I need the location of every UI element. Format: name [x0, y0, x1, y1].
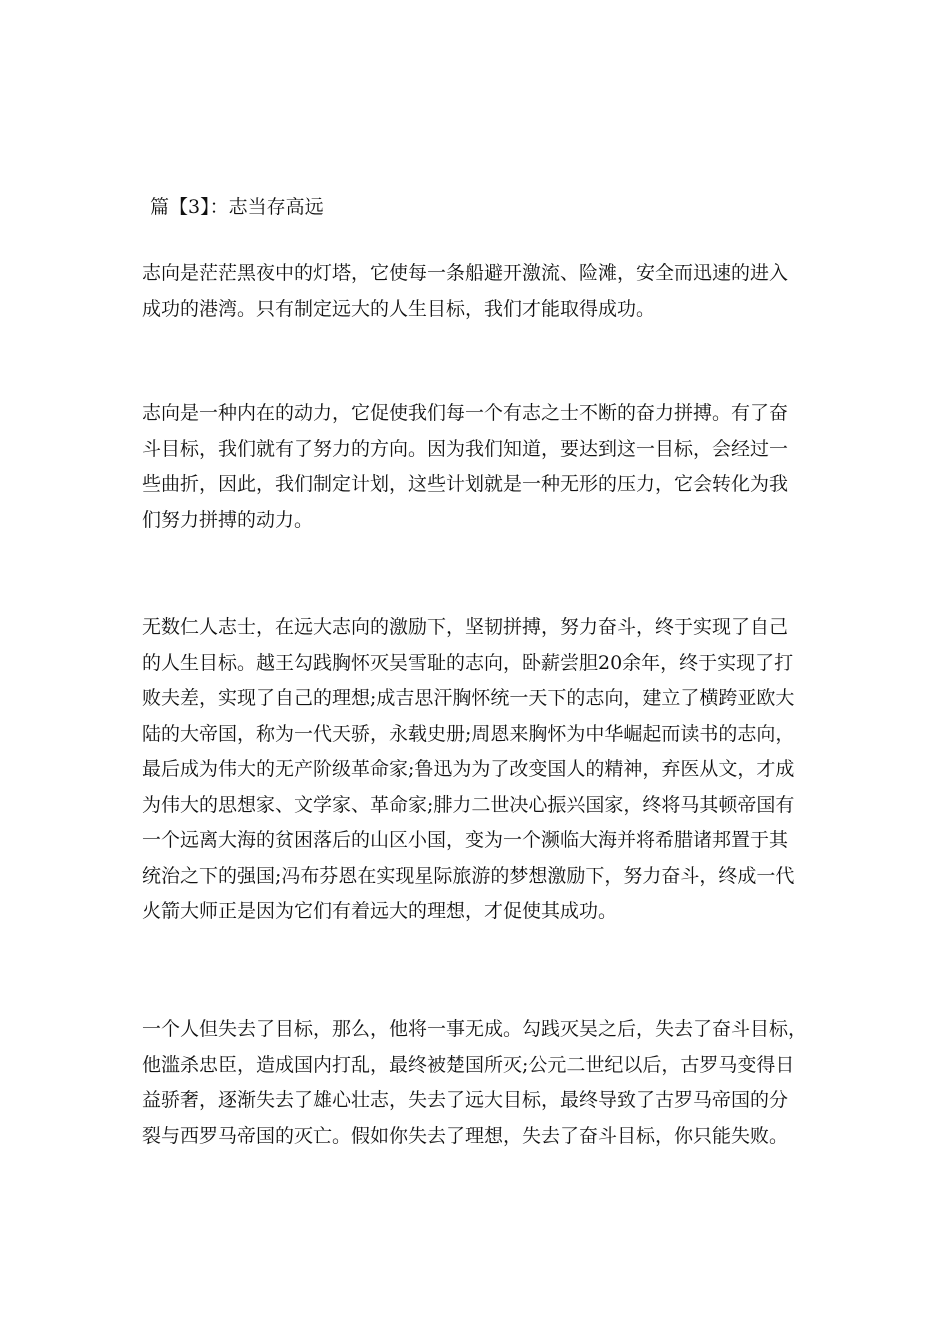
paragraph-4 [142, 1012, 812, 1154]
paragraph-line: 志向是茫茫黑夜中的灯塔，它使每一条船避开激流、险滩，安全而迅速的进入 [142, 262, 789, 284]
paragraph-line: 斗目标，我们就有了努力的方向。因为我们知道，要达到这一目标，会经过一 [142, 437, 789, 460]
paragraph-line: 无数仁人志士，在远大志向的激励下，坚韧拼搏，努力奋斗，终于实现了自己 [142, 616, 789, 638]
paragraph-line: 火箭大师正是因为它们有着远大的理想，才促使其成功。 [142, 900, 618, 922]
paragraph-line: 些曲折，因此，我们制定计划，这些计划就是一种无形的压力，它会转化为我 [142, 473, 789, 495]
paragraph-line: 的人生目标。越王勾践胸怀灭吴雪耻的志向，卧薪尝胆20余年，终于实现了打 [142, 651, 794, 674]
paragraph-2 [142, 396, 812, 538]
paragraph-line: 们努力拼搏的动力。 [142, 508, 314, 531]
document-title: 篇【3】：志当存高远 [150, 196, 324, 218]
paragraph-line: 最后成为伟大的无产阶级革命家;鲁迅为为了改变国人的精神，弃医从文，才成 [142, 758, 795, 780]
paragraph-line: 一个远离大海的贫困落后的山区小国，变为一个濒临大海并将希腊诸邦置于其 [142, 829, 789, 851]
paragraph-3 [142, 610, 812, 930]
paragraph-1 [142, 256, 812, 327]
paragraph-line: 败夫差，实现了自己的理想;成吉思汗胸怀统一天下的志向，建立了横跨亚欧大 [142, 687, 795, 709]
paragraph-line: 裂与西罗马帝国的灭亡。假如你失去了理想，失去了奋斗目标，你只能失败。 [142, 1124, 789, 1147]
paragraph-line: 为伟大的思想家、文学家、革命家;腓力二世决心振兴国家，终将马其顿帝国有 [142, 793, 795, 816]
paragraph-line: 成功的港湾。只有制定远大的人生目标，我们才能取得成功。 [142, 297, 656, 320]
paragraph-line: 他滥杀忠臣，造成国内打乱，最终被楚国所灭;公元二世纪以后，古罗马变得日 [142, 1053, 795, 1076]
paragraph-line: 益骄奢，逐渐失去了雄心壮志，失去了远大目标，最终导致了古罗马帝国的分 [142, 1089, 789, 1111]
paragraph-line: 陆的大帝国，称为一代天骄，永载史册;周恩来胸怀为中华崛起而读书的志向， [142, 722, 795, 745]
paragraph-line: 统治之下的强国;冯布芬恩在实现星际旅游的梦想激励下，努力奋斗，终成一代 [142, 864, 795, 887]
paragraph-line: 一个人但失去了目标，那么，他将一事无成。勾践灭吴之后，失去了奋斗目标， [142, 1018, 808, 1040]
paragraph-line: 志向是一种内在的动力，它促使我们每一个有志之士不断的奋力拼搏。有了奋 [142, 402, 789, 424]
